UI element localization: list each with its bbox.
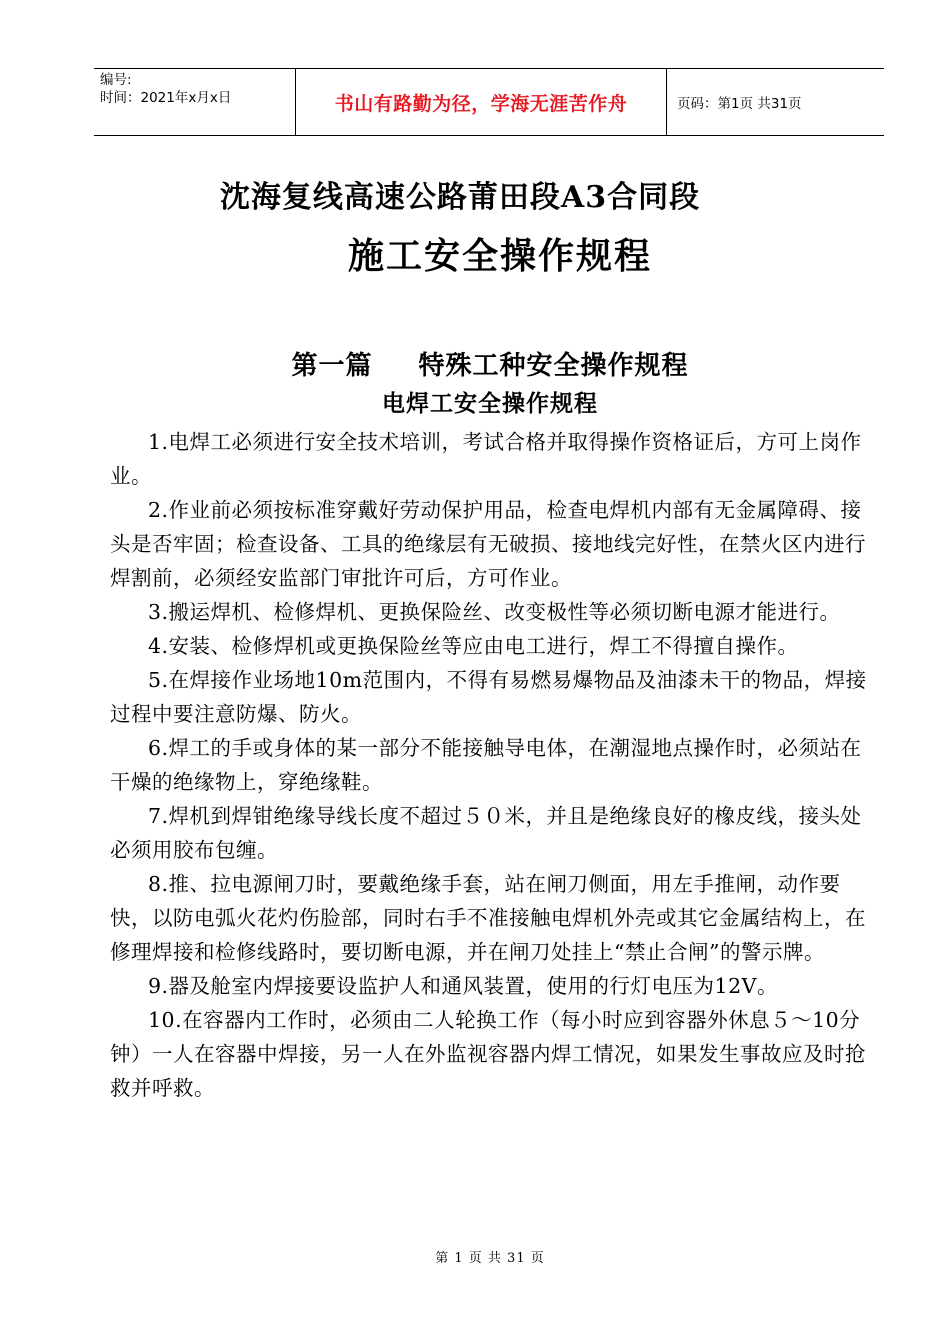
document-title-line2: 施工安全操作规程 [347,235,652,277]
paragraph: 5.在焊接作业场地10m范围内，不得有易燃易爆物品及油漆未干的物品，焊接过程中要注意防爆、防火。 [110,668,867,726]
section-title: 电焊工安全操作规程 [382,390,598,417]
header-motto: 书山有路勤为径，学海无涯苦作舟 [296,69,667,135]
paragraph: 9.器及舱室内焊接要设监护人和通风装置，使用的行灯电压为12V。 [148,974,778,998]
part-heading [0,345,950,382]
paragraph: 4.安装、检修焊机或更换保险丝等应由电工进行，焊工不得擅自操作。 [148,634,799,658]
part-number: 第一篇 [291,351,373,381]
header-meta [94,69,296,135]
paragraph: 6.焊工的手或身体的某一部分不能接触导电体，在潮湿地点操作时，必须站在干燥的绝缘物上，穿绝缘鞋。 [110,736,862,794]
body-text [110,425,870,1105]
paragraph: 8.推、拉电源闸刀时，要戴绝缘手套，站在闸刀侧面，用左手推闸，动作要快，以防电弧火花灼伤脸部，同时右手不准接触电焊机外壳或其它金属结构上，在修理焊接和检修线路时，要切断电源，并在闸刀处挂上“禁止合闸”的警示牌。 [110,872,866,964]
document-time: 时间：2021年x月x日 [100,90,232,106]
header-page-info: 页码：第1页 共31页 [677,96,802,112]
page-footer: 第 1 页 共 31 页 [435,1251,545,1266]
paragraph: 1.电焊工必须进行安全技术培训，考试合格并取得操作资格证后，方可上岗作业。 [110,430,862,488]
document-number-label: 编号: [100,72,132,88]
paragraph: 7.焊机到焊钳绝缘导线长度不超过５０米，并且是绝缘良好的橡皮线，接头处必须用胶布包缠。 [110,804,862,862]
page-header [94,68,884,136]
paragraph: 10.在容器内工作时，必须由二人轮换工作（每小时应到容器外休息５～10分钟）一人在容器中焊接，另一人在外监视容器内焊工情况，如果发生事故应及时抢救并呼救。 [110,1008,866,1100]
paragraph: 3.搬运焊机、检修焊机、更换保险丝、改变极性等必须切断电源才能进行。 [148,600,841,624]
document-title-line1: 沈海复线高速公路莆田段A3合同段 [219,180,701,215]
paragraph: 2.作业前必须按标准穿戴好劳动保护用品，检查电焊机内部有无金属障碍、接头是否牢固；检查设备、工具的绝缘层有无破损、接地线完好性，在禁火区内进行焊割前，必须经安监部门审批许可后，方可作业。 [110,498,866,590]
part-name: 特殊工种安全操作规程 [418,351,689,381]
